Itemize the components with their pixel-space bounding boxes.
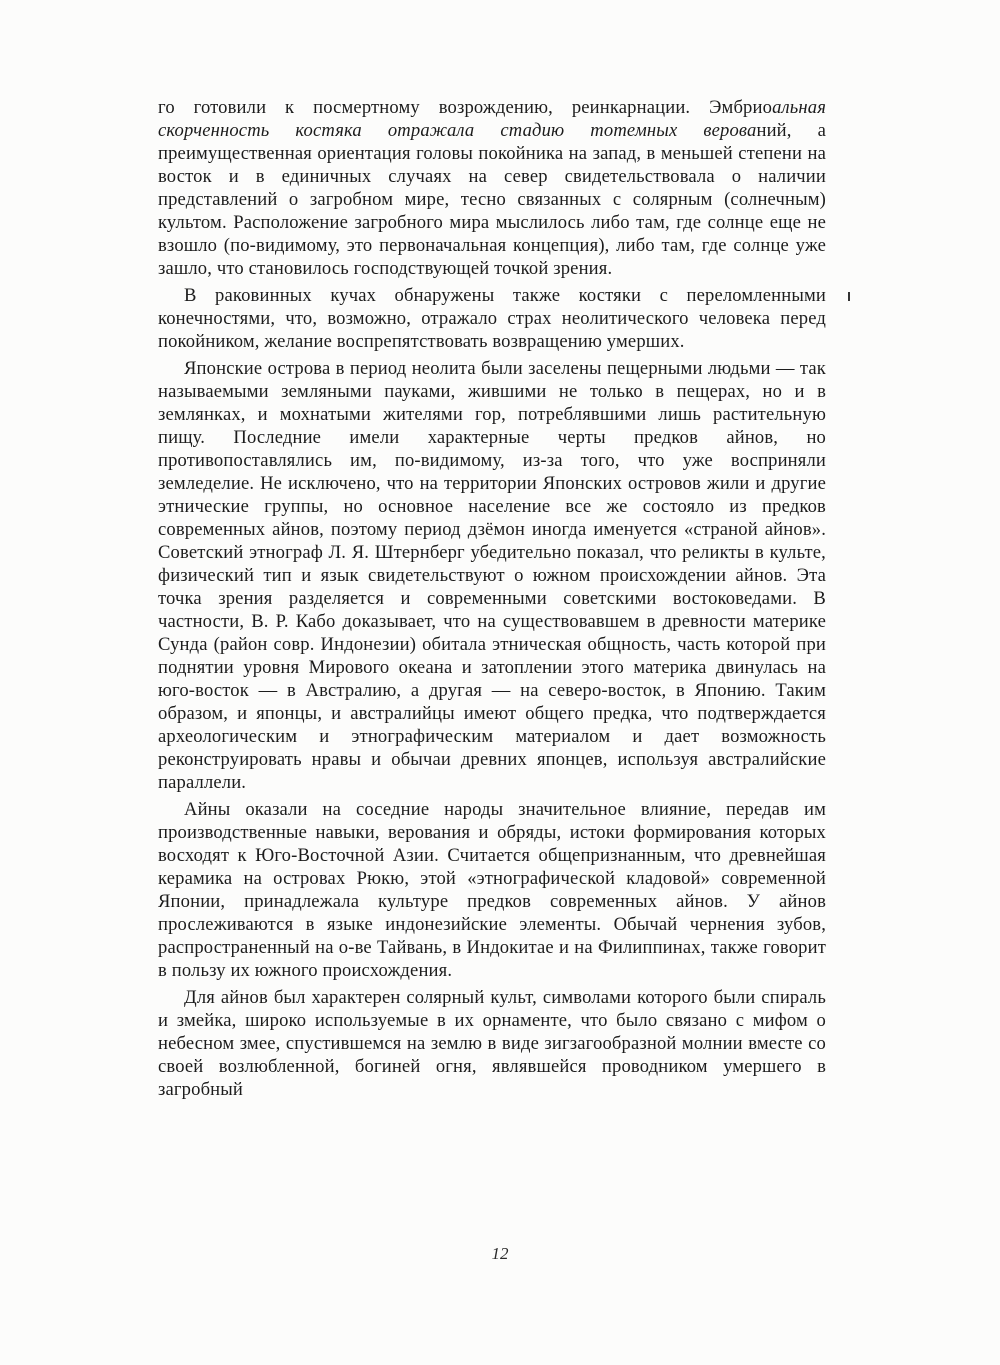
paragraph-burial-orientation (158, 96, 826, 280)
paragraph-shell-mounds: В раковинных кучах обнаружены также костяки с переломленными конечностями, что, возможно, отражало страх неолитического человека перед покойником, желание воспрепятствовать возвращению умерших. (158, 285, 826, 352)
paragraph-ainu-influence: Айны оказали на соседние народы значительное влияние, передав им производственные навыки, верования и обряды, истоки формирования которых восходят к Юго-Восточной Азии. Считается общепризнанным, что древнейшая керамика на островах Рюкю, этой «этнографической кладовой» современной Японии, принадлежала культуре предков современных айнов. У айнов прослеживаются в языке индонезийские элементы. Обычай чернения зубов, распространенный на о-ве Тайвань, в Индокитае и на Филиппинах, также говорит в пользу их южного происхождения. (158, 799, 826, 981)
margin-mark (848, 292, 850, 301)
paragraph-text: го готовили к посмертному возрождению, реинкарнации. Эмбрио (158, 97, 773, 118)
italic-text: альная скорченность костяка отражала стадию тотемных верова (158, 97, 826, 141)
paragraph-neolithic-population: Японские острова в период неолита были заселены пещерными людьми — так называемыми земляными пауками, жившими не только в пещерах, но и в землянках, и мохнатыми жителями гор, потреблявшими лишь растительную пищу. Последние имели характерные черты предков айнов, но противопоставлялись им, по-видимому, из-за того, что уже восприняли земледелие. Не исключено, что на территории Японских островов жили и другие этнические группы, но основное население все же состояло из предков современных айнов, поэтому период дзёмон иногда именуется «страной айнов». Советский этнограф Л. Я. Штернберг убедительно показал, что реликты в культе, физический тип и язык свидетельствуют о южном происхождении айнов. Эта точка зрения разделяется и современными советскими востоковедами. В частности, В. Р. Кабо доказывает, что на существовавшем в древности материке Сунда (район совр. Индонезии) обитала этническая общность, часть которой при поднятии уровня Мирового океана и затоплении этого материка двинулась на юго-восток — в Австралию, а другая — на северо-восток, в Японию. Таким образом, и японцы, и австралийцы имеют общего предка, что подтверждается археологическим и этнографическим материалом и дает возможность реконструировать нравы и обычаи древних японцев, используя австралийские параллели. (158, 358, 826, 793)
paragraph-solar-cult: Для айнов был характерен солярный культ, символами которого были спираль и змейка, широко используемые в их орнаменте, что было связано с мифом о небесном змее, спустившемся на землю в виде зигзагообразной молнии вместе со своей возлюбленной, богиней огня, являвшейся проводником умершего в загробный (158, 987, 826, 1100)
paragraph-text: ний, а преимущественная ориентация головы покойника на запад, в меньшей степени на восток и в единичных случаях на север свидетельствовала о наличии представлений о загробном мире, тесно связанных с солярным (солнечным) культом. Расположение загробного мира мыслилось либо там, где солнце еще не взошло (по-видимому, это первоначальная концепция), либо там, где солнце уже зашло, что становилось господствующей точкой зрения. (158, 120, 826, 279)
page-number: 12 (491, 1244, 509, 1263)
body-text (158, 96, 826, 1105)
